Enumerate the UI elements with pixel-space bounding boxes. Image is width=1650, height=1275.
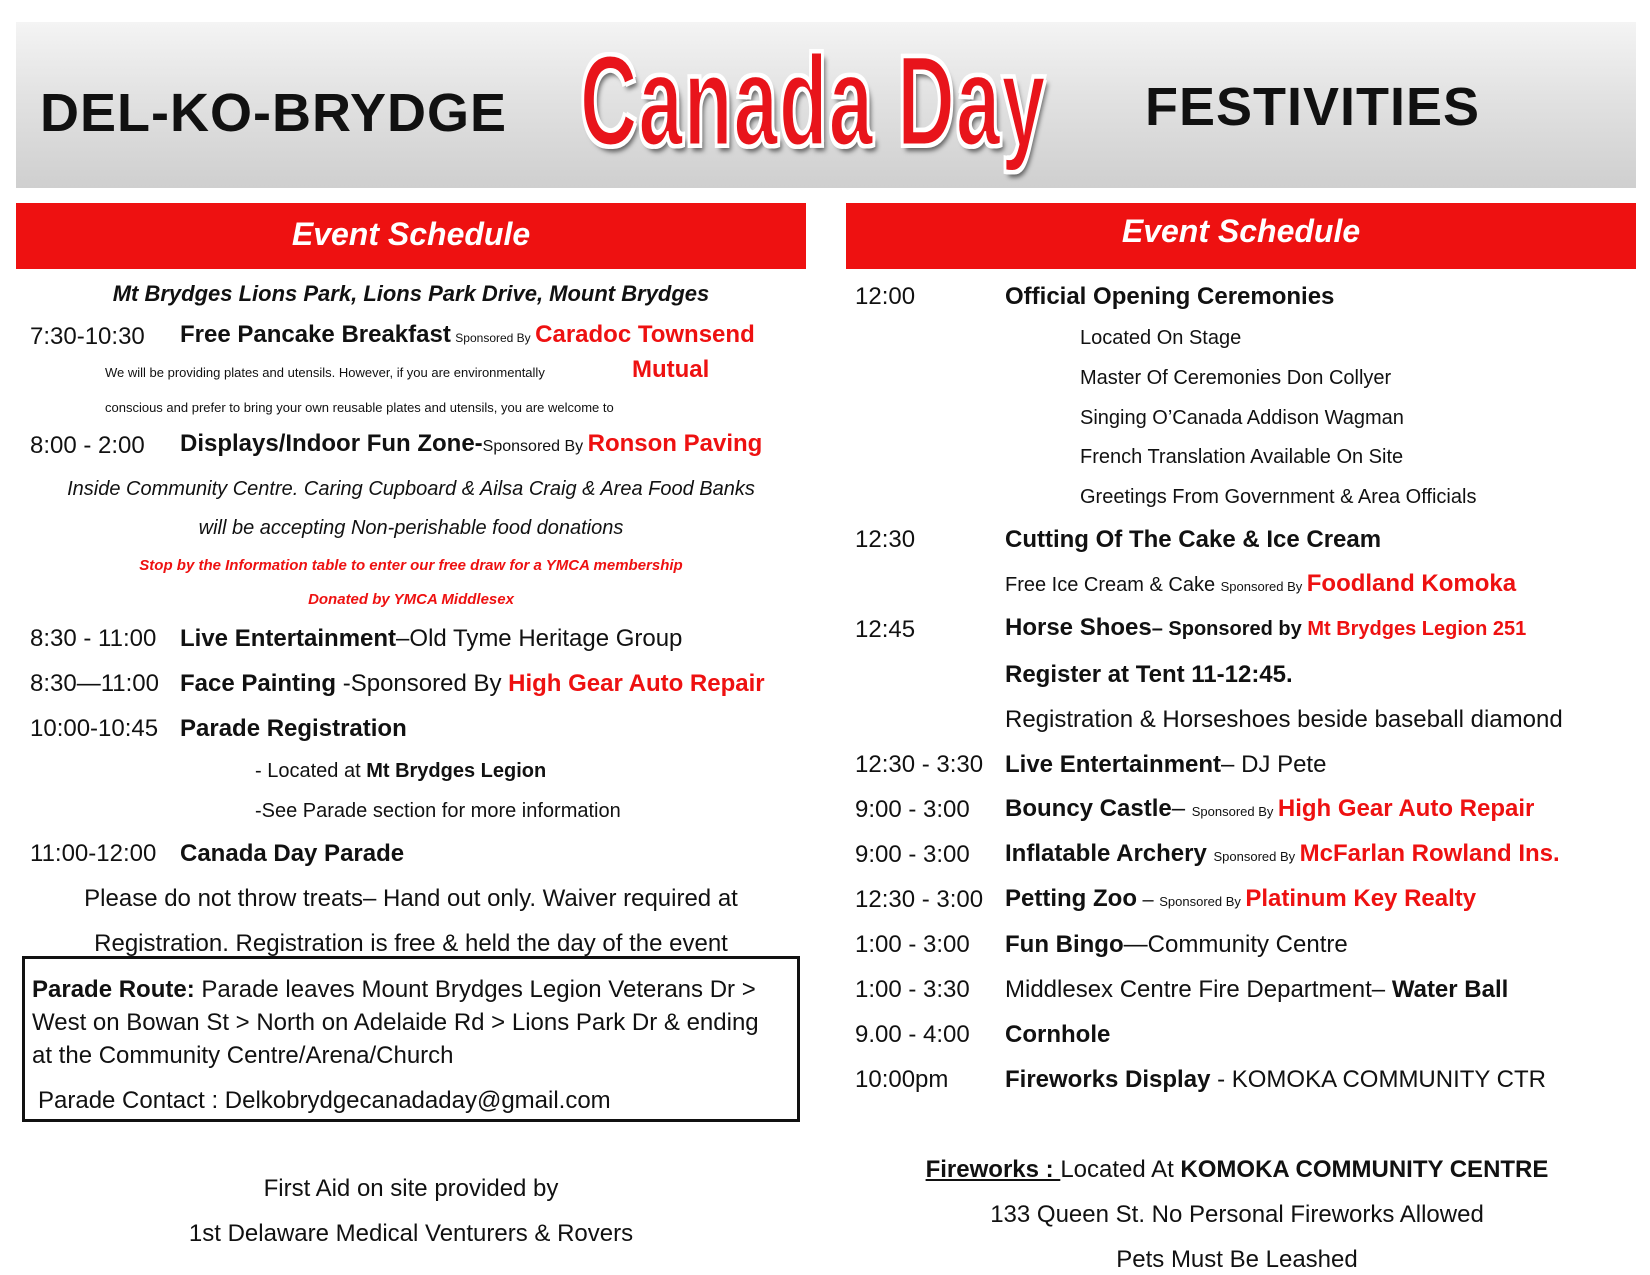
event-title: Fun Bingo <box>1005 931 1124 958</box>
event-time: 1:00 - 3:00 <box>855 931 970 958</box>
opening-time: 12:00 <box>855 283 916 310</box>
fireworks-note-line-3: Pets Must Be Leashed <box>1116 1246 1358 1273</box>
cake-sponsor-row <box>1005 570 1516 598</box>
opening-item: Greetings From Government & Area Officials <box>1080 486 1477 508</box>
event-time: 12:30 - 3:30 <box>855 751 984 778</box>
right-schedule-header: Event Schedule <box>846 203 1636 269</box>
route-text-1: Parade leaves Mount Brydges Legion Veterans Dr > <box>194 976 756 1003</box>
face-sponsor: High Gear Auto Repair <box>508 670 765 697</box>
banner-left-text: DEL-KO-BRYDGE <box>40 83 507 143</box>
breakfast-time: 7:30-10:30 <box>30 323 145 350</box>
live-title: Live Entertainment <box>180 625 397 652</box>
event-title: Petting Zoo <box>1005 885 1137 912</box>
event-time: 9:00 - 3:00 <box>855 841 970 868</box>
parade-contact: Parade Contact : Delkobrydgecanadaday@gmail.com <box>38 1087 611 1114</box>
live-detail: –Old Tyme Heritage Group <box>396 625 683 652</box>
horse-register: Register at Tent 11-12:45. <box>1005 661 1293 688</box>
canada-day-title: Canada Day <box>580 30 1047 173</box>
displays-sponsor: Ronson Paving <box>587 430 763 457</box>
event-detail: —Community Centre <box>1123 931 1348 958</box>
parade-reg-location-bold: Mt Brydges Legion <box>366 760 547 782</box>
event-sponsored-by: Sponsored By <box>1213 849 1296 864</box>
fireworks-note-line-1 <box>834 1156 1640 1184</box>
parade-reg-location <box>255 760 546 783</box>
first-aid-line-2: 1st Delaware Medical Venturers & Rovers <box>188 1220 634 1247</box>
cake-time: 12:30 <box>855 526 916 553</box>
route-line-3: at the Community Centre/Arena/Church <box>32 1042 454 1069</box>
parade-reg-title: Parade Registration <box>180 715 407 742</box>
fireworks-note-line-2: 133 Queen St. No Personal Fireworks Allowed <box>990 1201 1484 1228</box>
breakfast-sponsor-line2: Mutual <box>632 356 710 383</box>
event-title: Live Entertainment <box>1005 751 1222 778</box>
event-row <box>1005 885 1476 913</box>
fire-dept-time: 1:00 - 3:30 <box>855 976 970 1003</box>
parade-route-box <box>22 956 800 1122</box>
event-detail: – DJ Pete <box>1221 751 1327 778</box>
opening-item: French Translation Available On Site <box>1080 446 1404 468</box>
fireworks-note-bold: KOMOKA COMMUNITY CENTRE <box>1180 1156 1549 1183</box>
face-sponsored-by: -Sponsored By <box>336 670 509 697</box>
event-sponsored-by: Sponsored By <box>1159 894 1241 909</box>
cake-sponsor: Foodland Komoka <box>1306 570 1517 597</box>
cake-sponsored-by: Sponsored By <box>1220 579 1303 594</box>
route-label: Parade Route: <box>32 976 195 1003</box>
displays-line-1: Inside Community Centre. Caring Cupboard & Ailsa Craig & Area Food Banks <box>67 478 755 500</box>
horse-time: 12:45 <box>855 616 916 643</box>
displays-row <box>180 430 762 458</box>
event-sponsor: McFarlan Rowland Ins. <box>1299 840 1560 867</box>
cornhole-time: 9.00 - 4:00 <box>855 1021 970 1048</box>
fire-dept-bold: Water Ball <box>1391 976 1509 1003</box>
left-schedule-header: Event Schedule <box>16 203 806 269</box>
ymca-draw-note: Stop by the Information table to enter our free draw for a YMCA membership <box>139 557 683 574</box>
fire-dept-row <box>1005 976 1508 1004</box>
face-row <box>180 670 765 698</box>
live-row <box>180 625 682 653</box>
event-sponsor: Platinum Key Realty <box>1245 885 1477 912</box>
breakfast-title: Free Pancake Breakfast <box>180 321 451 348</box>
displays-title: Displays/Indoor Fun Zone- <box>180 430 483 457</box>
event-row <box>1005 795 1534 823</box>
parade-reg-time: 10:00-10:45 <box>30 715 159 742</box>
fireworks-note-label: Fireworks : <box>925 1156 1061 1183</box>
event-detail: – <box>1136 889 1160 911</box>
opening-title: Official Opening Ceremonies <box>1005 283 1335 310</box>
event-sponsor: High Gear Auto Repair <box>1277 795 1535 822</box>
breakfast-note-1: We will be providing plates and utensils. However, if you are environmentally <box>105 365 545 380</box>
event-detail: – <box>1171 795 1192 822</box>
displays-line-2: will be accepting Non-perishable food donations <box>198 517 624 539</box>
ymca-donor-note: Donated by YMCA Middlesex <box>308 591 514 608</box>
event-row <box>1005 931 1348 959</box>
horse-note: Registration & Horseshoes beside baseball diamond <box>1005 706 1563 733</box>
route-line-2: West on Bowan St > North on Adelaide Rd > Lions Park Dr & ending <box>32 1009 759 1036</box>
event-detail <box>1207 840 1214 867</box>
cake-title: Cutting Of The Cake & Ice Cream <box>1005 526 1382 553</box>
displays-sponsored-by: Sponsored By <box>482 438 584 455</box>
breakfast-note-2: conscious and prefer to bring your own reusable plates and utensils, you are welcome to <box>105 400 614 415</box>
event-sponsored-by: Sponsored By <box>1191 804 1274 819</box>
opening-item: Singing O’Canada Addison Wagman <box>1080 407 1404 429</box>
park-location: Mt Brydges Lions Park, Lions Park Drive, Mount Brydges <box>112 281 710 306</box>
parade-time: 11:00-12:00 <box>30 840 157 867</box>
face-title: Face Painting <box>180 670 337 697</box>
face-time: 8:30—11:00 <box>30 670 159 697</box>
fireworks-note-text: Located At <box>1060 1156 1181 1183</box>
parade-reg-see-more: -See Parade section for more information <box>255 800 621 822</box>
breakfast-sponsor: Caradoc Townsend <box>535 321 755 348</box>
event-title: Inflatable Archery <box>1005 840 1207 867</box>
breakfast-sponsored-by: Sponsored By <box>455 331 531 345</box>
displays-time: 8:00 - 2:00 <box>30 432 145 459</box>
fireworks-detail: - KOMOKA COMMUNITY CTR <box>1210 1066 1546 1093</box>
parade-title: Canada Day Parade <box>180 840 405 867</box>
cake-sub: Free Ice Cream & Cake <box>1005 574 1221 596</box>
event-row <box>1005 751 1326 779</box>
route-line-1 <box>32 976 756 1004</box>
horse-sponsored-by: – Sponsored by <box>1151 618 1308 640</box>
first-aid-line-1: First Aid on site provided by <box>263 1175 559 1202</box>
event-title: Bouncy Castle <box>1005 795 1172 822</box>
fireworks-time: 10:00pm <box>855 1066 949 1093</box>
horse-row <box>1005 614 1526 642</box>
fire-dept-text: Middlesex Centre Fire Department– <box>1005 976 1392 1003</box>
breakfast-row <box>180 321 755 349</box>
banner-right-text: FESTIVITIES <box>1145 77 1481 137</box>
live-time: 8:30 - 11:00 <box>30 625 157 652</box>
event-time: 12:30 - 3:00 <box>855 886 984 913</box>
parade-note-1: Please do not throw treats– Hand out only. Waiver required at <box>84 885 738 912</box>
horse-title: Horse Shoes <box>1005 614 1152 641</box>
event-row <box>1005 840 1560 868</box>
fireworks-row <box>1005 1066 1546 1094</box>
cornhole-title: Cornhole <box>1005 1021 1111 1048</box>
fireworks-title: Fireworks Display <box>1005 1066 1211 1093</box>
opening-item: Master Of Ceremonies Don Collyer <box>1080 367 1392 389</box>
horse-sponsor: Mt Brydges Legion 251 <box>1307 618 1527 640</box>
parade-note-2: Registration. Registration is free & held the day of the event <box>94 930 728 957</box>
parade-reg-location-prefix: - Located at <box>255 760 367 782</box>
opening-item: Located On Stage <box>1080 327 1242 349</box>
event-time: 9:00 - 3:00 <box>855 796 970 823</box>
